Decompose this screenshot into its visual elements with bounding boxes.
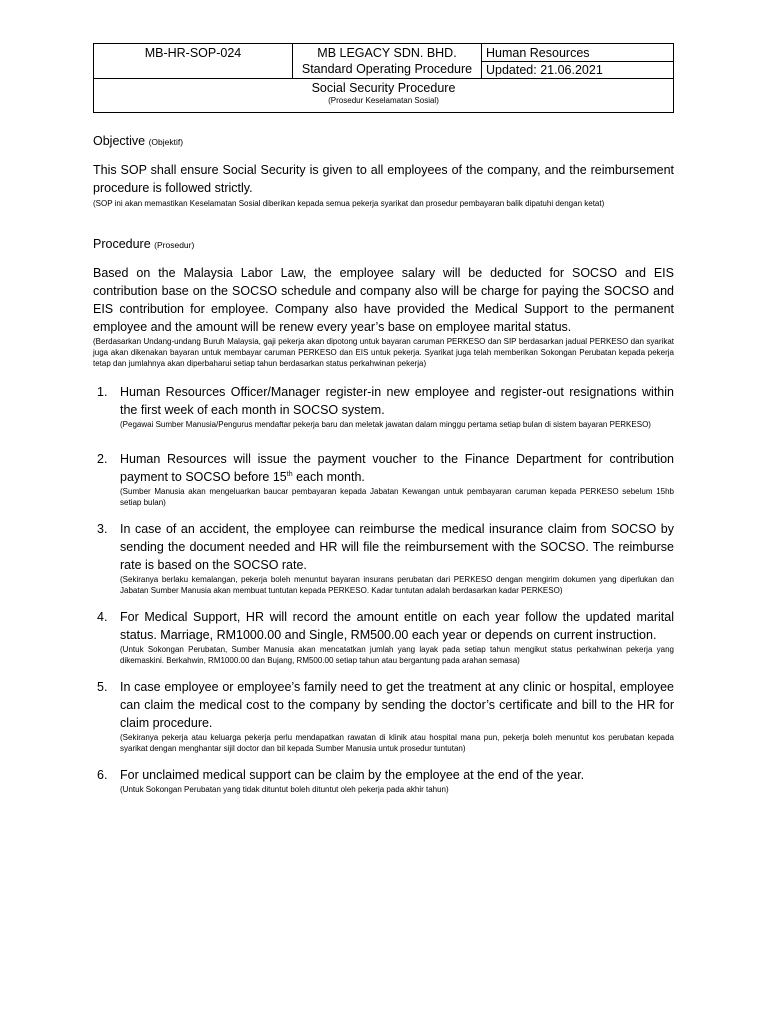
step-number: 4. (97, 610, 108, 624)
objective-heading-text: Objective (93, 134, 146, 148)
step-text-ms: (Pegawai Sumber Manusia/Pengurus mendaftar pekerja baru dan meletak jawatan dalam minggu pertama setiap bulan di sistem bayaran PERKESO) (120, 420, 651, 429)
step-number: 2. (97, 452, 108, 466)
header-table (93, 43, 674, 113)
procedure-heading-text: Procedure (93, 237, 151, 251)
procedure-heading (93, 235, 674, 254)
page-title: Social Security Procedure (311, 81, 456, 95)
company-cell (293, 44, 482, 79)
page-subtitle: (Prosedur Keselamatan Sosial) (328, 96, 439, 105)
step-text-sup: th (286, 470, 293, 478)
step-text (120, 450, 674, 486)
step-text-ms: (Sekiranya pekerja atau keluarga pekerja perlu mendapatkan rawatan di klinik atau hospital mana pun, pekerja boleh menuntut kos perubatan kepada syarikat dengan menghantar sijil doctor dan bil kepada Sumber Manusia untuk prosedur tuntutan) (120, 733, 674, 753)
procedure-intro-ms: (Berdasarkan Undang-undang Buruh Malaysia, gaji pekerja akan dipotong untuk bayaran caruman PERKESO dan SIP berdasarkan jadual PERKESO dan syarikat juga akan dikenakan bayaran untuk membayar caruman PERKESO dan EIS untuk pekerja. Syarikat juga telah memberikan Sokongan Perubatan kepada pekerja tetap dan jumlahnya akan diperbaharui setiap tahun berdasarkan status perkahwinan pekerja) (93, 337, 674, 368)
company-name: MB LEGACY SDN. BHD. (317, 46, 457, 60)
objective-heading (93, 132, 674, 151)
step-text-part: Human Resources will issue the payment voucher to the Finance Department for contribution payment to SOCSO before 15 (120, 452, 674, 484)
step-text: In case of an accident, the employee can reimburse the medical insurance claim from SOCSO by sending the document needed and HR will file the reimbursement with the SOCSO. The reimburse rate is based on the SOCSO rate. (120, 522, 674, 572)
objective-text: This SOP shall ensure Social Security is given to all employees of the company, and the reimbursement procedure is followed strictly. (93, 163, 674, 195)
doc-code (94, 44, 293, 79)
document-body (93, 132, 674, 795)
objective-text-ms: (SOP ini akan memastikan Keselamatan Sosial diberikan kepada semua pekerja syarikat dan prosedur pembayaran balik dipatuhi dengan ketat) (93, 199, 605, 208)
list-item (93, 766, 674, 795)
department: Human Resources (486, 46, 590, 60)
list-item (93, 608, 674, 666)
step-text-ms: (Sumber Manusia akan mengeluarkan baucar pembayaran kepada Jabatan Kewangan untuk pembayaran caruman kepada PERKESO sebelum 15hb setiap bulan) (120, 487, 674, 507)
step-number: 5. (97, 680, 108, 694)
step-text: In case employee or employee’s family need to get the treatment at any clinic or hospital, employee can claim the medical cost to the company by sending the doctor’s certificate and bill to the HR for claim procedure. (120, 680, 674, 730)
updated-date: Updated: 21.06.2021 (482, 61, 673, 78)
title-cell (94, 79, 674, 113)
list-item (93, 383, 674, 430)
objective-heading-ms: (Objektif) (148, 137, 184, 147)
step-number: 6. (97, 768, 108, 782)
step-text-ms: (Untuk Sokongan Perubatan, Sumber Manusia akan mencatatkan jumlah yang layak pada setiap tahun mengikut status perkahwinan pekerja yang dikemaskini. Berkahwin, RM1000.00 dan Bujang, RM500.00 setiap tahun atau bergantung pada arahan semasa) (120, 645, 674, 665)
procedure-intro: Based on the Malaysia Labor Law, the employee salary will be deducted for SOCSO and EIS contribution base on the SOCSO schedule and company also will be charge for paying the SOCSO and EIS contribution for employee. Company also have provided the Medical Support to the permanent employee and the amount will be renew every year’s base on employee marital status. (93, 266, 674, 334)
step-text: For Medical Support, HR will record the amount entitle on each year follow the updated marital status. Marriage, RM1000.00 and Single, RM500.00 each year or depends on current instruction. (120, 610, 674, 642)
list-item (93, 678, 674, 754)
step-text-ms: (Untuk Sokongan Perubatan yang tidak dituntut boleh dituntut oleh pekerja pada akhir tahun) (120, 785, 449, 794)
step-text-ms: (Sekiranya berlaku kemalangan, pekerja boleh menuntut bayaran insurans perubatan dari PERKESO dengan mengirim dokumen yang diperlukan dan Jabatan Sumber Manusia akan membuat tuntutan kepada PERKESO. Kadar tuntutan adalah berdasarkan kadar PERKESO) (120, 575, 674, 595)
step-number: 1. (97, 385, 108, 399)
step-text: Human Resources Officer/Manager register-in new employee and register-out resignations within the first week of each month in SOCSO system. (120, 385, 674, 417)
list-item (93, 520, 674, 596)
list-item (93, 450, 674, 508)
step-text-part: each month. (292, 470, 365, 484)
procedure-heading-ms: (Prosedur) (154, 240, 195, 250)
step-text: For unclaimed medical support can be claim by the employee at the end of the year. (120, 768, 585, 782)
doc-code-text: MB-HR-SOP-024 (144, 46, 242, 60)
dept-cell (482, 44, 674, 79)
procedure-steps (93, 383, 674, 795)
doc-type: Standard Operating Procedure (301, 62, 473, 76)
step-number: 3. (97, 522, 108, 536)
